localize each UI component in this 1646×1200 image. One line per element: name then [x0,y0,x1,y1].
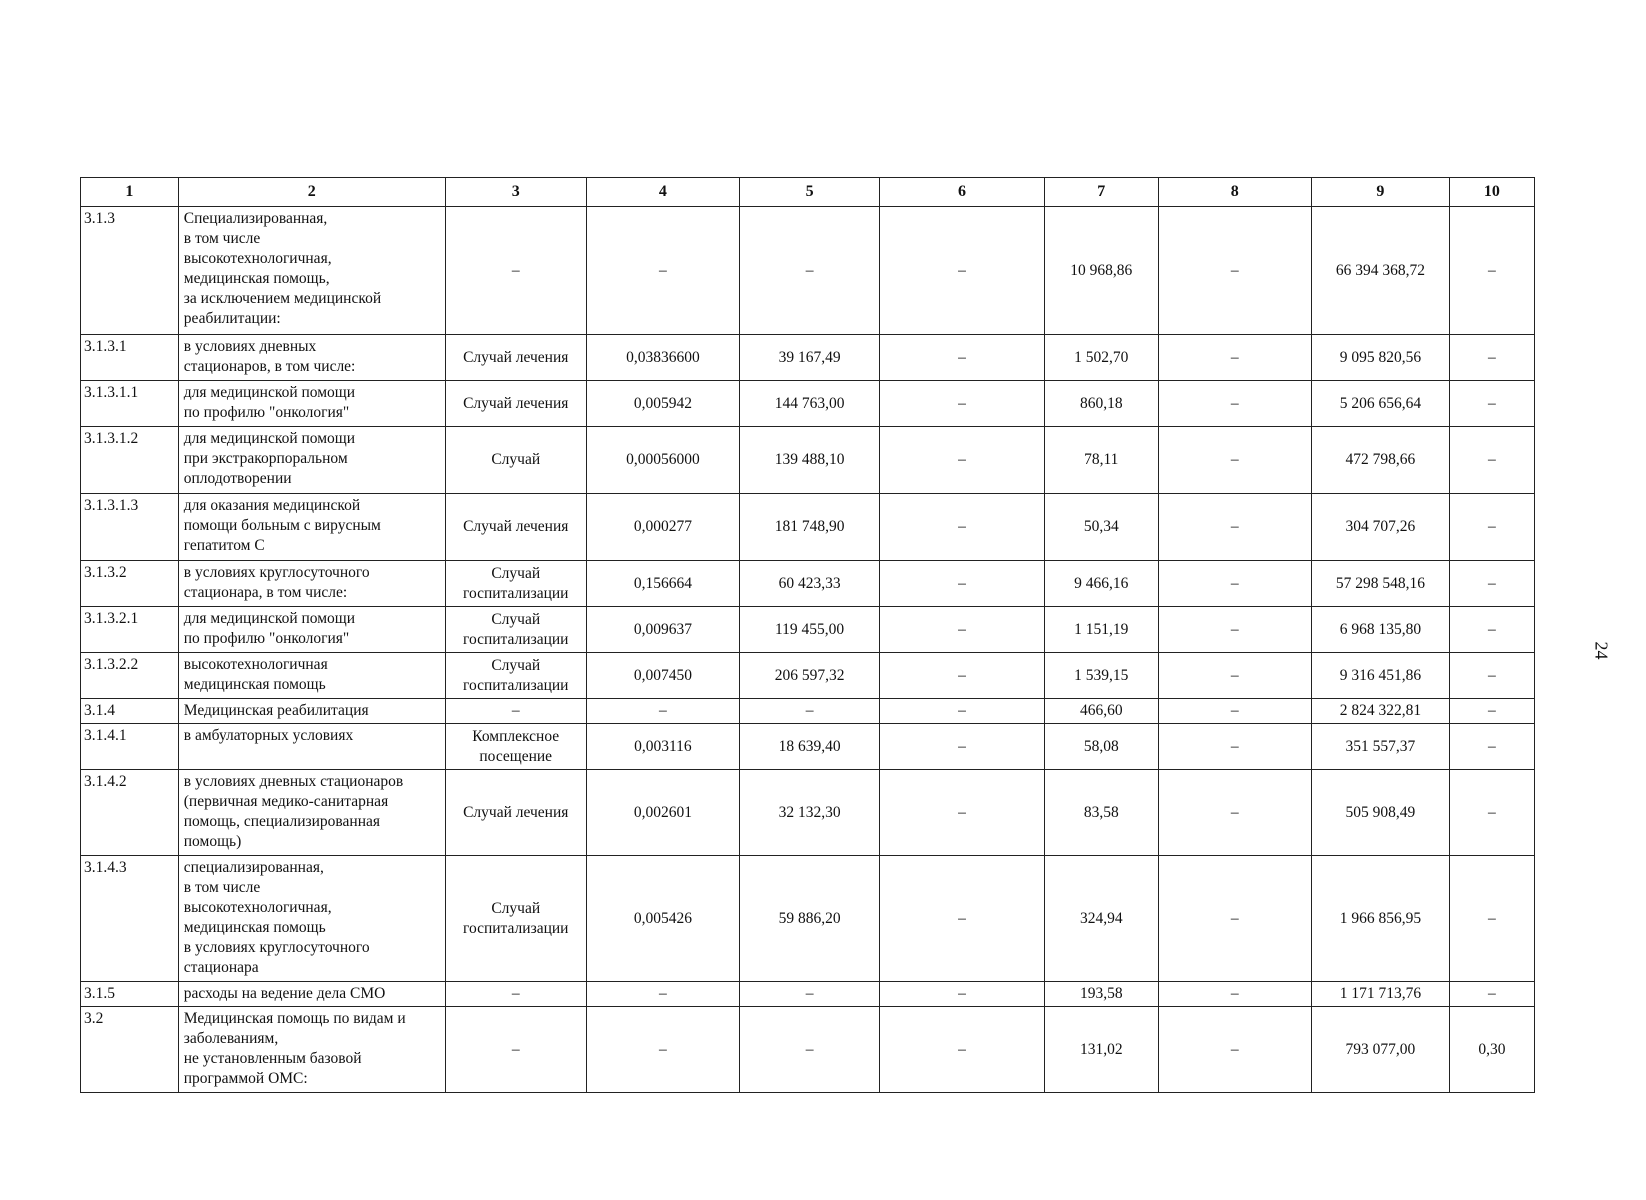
row-name-cell [178,856,445,982]
value-cell-c4: 0,005942 [586,381,739,427]
row-name-line: в условиях дневных [183,338,317,355]
table-row [81,494,1535,561]
value-cell-c8: – [1158,653,1311,699]
value-cell-c4: 0,003116 [586,724,739,770]
value-cell-c5: 32 132,30 [740,770,880,856]
value-cell-c7: 50,34 [1045,494,1159,561]
table-row [81,699,1535,724]
value-cell-c4: – [586,982,739,1007]
value-cell-c4: 0,000277 [586,494,739,561]
row-name-cell [178,724,445,770]
value-cell-c10: – [1449,207,1534,335]
value-cell-c10: – [1449,494,1534,561]
table-row [81,770,1535,856]
value-cell-c7: 1 539,15 [1045,653,1159,699]
value-cell-c6: – [879,607,1044,653]
value-cell-c8: – [1158,494,1311,561]
value-cell-c9: 505 908,49 [1312,770,1450,856]
row-name-cell [178,982,445,1007]
row-name-line: для оказания медицинской [183,497,361,514]
unit-cell: Случай госпитализации [445,561,586,607]
row-name-line: стационара [183,959,259,976]
table-row [81,335,1535,381]
value-cell-c4: – [586,207,739,335]
value-cell-c5: 206 597,32 [740,653,880,699]
value-cell-c10: – [1449,381,1534,427]
row-code-cell: 3.1.3.1.1 [81,381,179,427]
row-name-line: не установленным базовой [183,1050,362,1067]
data-table [80,177,1535,1093]
row-name-line: программой ОМС: [183,1070,308,1087]
row-name-cell [178,427,445,494]
row-name-line: помощь, специализированная [183,813,381,830]
value-cell-c5: – [740,1007,880,1093]
value-cell-c8: – [1158,1007,1311,1093]
value-cell-c7: 193,58 [1045,982,1159,1007]
row-name-cell [178,561,445,607]
value-cell-c4: – [586,699,739,724]
value-cell-c4: 0,007450 [586,653,739,699]
row-name-cell [178,381,445,427]
value-cell-c7: 10 968,86 [1045,207,1159,335]
value-cell-c9: 1 966 856,95 [1312,856,1450,982]
value-cell-c9: 9 095 820,56 [1312,335,1450,381]
value-cell-c5: 144 763,00 [740,381,880,427]
value-cell-c6: – [879,699,1044,724]
value-cell-c7: 58,08 [1045,724,1159,770]
value-cell-c9: 9 316 451,86 [1312,653,1450,699]
column-header: 6 [879,178,1044,207]
row-name-line: для медицинской помощи [183,384,356,401]
row-name-line: высокотехнологичная, [183,899,332,916]
value-cell-c8: – [1158,699,1311,724]
value-cell-c10: 0,30 [1449,1007,1534,1093]
row-name-cell [178,207,445,335]
value-cell-c6: – [879,207,1044,335]
page-number: 24 [1591,641,1612,660]
value-cell-c6: – [879,856,1044,982]
unit-cell: Комплексное посещение [445,724,586,770]
value-cell-c8: – [1158,770,1311,856]
table-row [81,207,1535,335]
value-cell-c7: 9 466,16 [1045,561,1159,607]
value-cell-c10: – [1449,653,1534,699]
column-header: 5 [740,178,880,207]
unit-cell: Случай госпитализации [445,607,586,653]
row-name-line: оплодотворении [183,470,292,487]
value-cell-c7: 1 151,19 [1045,607,1159,653]
value-cell-c5: – [740,207,880,335]
value-cell-c4: 0,002601 [586,770,739,856]
value-cell-c8: – [1158,982,1311,1007]
value-cell-c6: – [879,561,1044,607]
column-header: 4 [586,178,739,207]
value-cell-c6: – [879,1007,1044,1093]
row-name-line: стационара, в том числе: [183,584,348,601]
value-cell-c5: 60 423,33 [740,561,880,607]
row-code-cell: 3.1.3.1.2 [81,427,179,494]
value-cell-c9: 472 798,66 [1312,427,1450,494]
row-name-line: в условиях дневных стационаров [183,773,404,790]
value-cell-c9: 1 171 713,76 [1312,982,1450,1007]
value-cell-c10: – [1449,699,1534,724]
row-name-line: в том числе [183,879,261,896]
value-cell-c8: – [1158,561,1311,607]
value-cell-c4: – [586,1007,739,1093]
table-row [81,427,1535,494]
row-name-cell [178,653,445,699]
row-name-line: стационаров, в том числе: [183,358,356,375]
table-row [81,561,1535,607]
value-cell-c8: – [1158,856,1311,982]
row-code-cell: 3.1.3.2.2 [81,653,179,699]
row-name-line: медицинская помощь [183,676,326,693]
table-row [81,607,1535,653]
value-cell-c8: – [1158,724,1311,770]
row-code-cell: 3.1.3 [81,207,179,335]
value-cell-c4: 0,03836600 [586,335,739,381]
value-cell-c9: 793 077,00 [1312,1007,1450,1093]
table-row [81,982,1535,1007]
value-cell-c7: 860,18 [1045,381,1159,427]
row-name-line: (первичная медико-санитарная [183,793,389,810]
row-name-line: медицинская помощь [183,919,326,936]
row-name-line: Медицинская помощь по видам и [183,1010,406,1027]
value-cell-c6: – [879,335,1044,381]
row-name-cell [178,607,445,653]
value-cell-c10: – [1449,427,1534,494]
unit-cell: – [445,982,586,1007]
value-cell-c7: 83,58 [1045,770,1159,856]
table-row [81,724,1535,770]
row-code-cell: 3.1.4.1 [81,724,179,770]
unit-cell: Случай лечения [445,335,586,381]
value-cell-c4: 0,00056000 [586,427,739,494]
table-row [81,381,1535,427]
row-name-line: по профилю "онкология" [183,404,350,421]
value-cell-c10: – [1449,856,1534,982]
row-code-cell: 3.1.3.1 [81,335,179,381]
value-cell-c9: 6 968 135,80 [1312,607,1450,653]
value-cell-c10: – [1449,770,1534,856]
row-name-line: высокотехнологичная [183,656,328,673]
table-row [81,653,1535,699]
row-name-line: высокотехнологичная, [183,250,332,267]
value-cell-c10: – [1449,982,1534,1007]
value-cell-c9: 66 394 368,72 [1312,207,1450,335]
value-cell-c7: 78,11 [1045,427,1159,494]
row-name-line: в условиях круглосуточного [183,564,370,581]
row-code-cell: 3.1.4.2 [81,770,179,856]
column-header: 1 [81,178,179,207]
row-name-line: в условиях круглосуточного [183,939,370,956]
row-name-line: расходы на ведение дела СМО [183,985,386,1002]
value-cell-c9: 57 298 548,16 [1312,561,1450,607]
value-cell-c10: – [1449,724,1534,770]
value-cell-c6: – [879,770,1044,856]
column-header: 8 [1158,178,1311,207]
row-name-line: для медицинской помощи [183,610,356,627]
row-code-cell: 3.1.4 [81,699,179,724]
table-row [81,856,1535,982]
row-name-cell [178,699,445,724]
unit-cell: Случай госпитализации [445,653,586,699]
unit-cell: Случай лечения [445,494,586,561]
column-header: 2 [178,178,445,207]
row-name-line: гепатитом С [183,537,265,554]
value-cell-c4: 0,009637 [586,607,739,653]
value-cell-c5: 119 455,00 [740,607,880,653]
value-cell-c9: 2 824 322,81 [1312,699,1450,724]
unit-cell: – [445,1007,586,1093]
row-code-cell: 3.1.3.2.1 [81,607,179,653]
value-cell-c6: – [879,982,1044,1007]
value-cell-c10: – [1449,607,1534,653]
value-cell-c6: – [879,427,1044,494]
column-header: 10 [1449,178,1534,207]
column-header: 3 [445,178,586,207]
unit-cell: Случай [445,427,586,494]
row-name-line: по профилю "онкология" [183,630,350,647]
row-name-line: за исключением медицинской [183,290,382,307]
row-name-cell [178,770,445,856]
value-cell-c7: 131,02 [1045,1007,1159,1093]
header-row [81,178,1535,207]
unit-cell: Случай лечения [445,770,586,856]
row-code-cell: 3.1.3.2 [81,561,179,607]
value-cell-c7: 466,60 [1045,699,1159,724]
row-name-line: при экстракорпоральном [183,450,348,467]
value-cell-c5: 39 167,49 [740,335,880,381]
unit-cell: – [445,699,586,724]
value-cell-c8: – [1158,381,1311,427]
value-cell-c8: – [1158,607,1311,653]
unit-cell: – [445,207,586,335]
row-name-cell [178,335,445,381]
value-cell-c7: 324,94 [1045,856,1159,982]
row-code-cell: 3.1.5 [81,982,179,1007]
row-name-line: в амбулаторных условиях [183,727,354,744]
column-header: 7 [1045,178,1159,207]
row-name-line: специализированная, [183,859,324,876]
value-cell-c9: 351 557,37 [1312,724,1450,770]
value-cell-c8: – [1158,427,1311,494]
row-name-line: Специализированная, [183,210,328,227]
row-code-cell: 3.1.3.1.3 [81,494,179,561]
value-cell-c6: – [879,381,1044,427]
row-name-line: заболеваниям, [183,1030,279,1047]
value-cell-c4: 0,156664 [586,561,739,607]
value-cell-c6: – [879,724,1044,770]
value-cell-c4: 0,005426 [586,856,739,982]
row-name-cell [178,494,445,561]
value-cell-c5: 181 748,90 [740,494,880,561]
value-cell-c5: – [740,699,880,724]
value-cell-c5: 18 639,40 [740,724,880,770]
row-code-cell: 3.1.4.3 [81,856,179,982]
value-cell-c7: 1 502,70 [1045,335,1159,381]
value-cell-c9: 5 206 656,64 [1312,381,1450,427]
column-header: 9 [1312,178,1450,207]
row-name-line: помощь) [183,833,242,850]
value-cell-c10: – [1449,335,1534,381]
row-name-cell [178,1007,445,1093]
value-cell-c8: – [1158,335,1311,381]
row-name-line: медицинская помощь, [183,270,330,287]
value-cell-c8: – [1158,207,1311,335]
unit-cell: Случай госпитализации [445,856,586,982]
value-cell-c5: – [740,982,880,1007]
table-row [81,1007,1535,1093]
row-name-line: для медицинской помощи [183,430,356,447]
row-name-line: реабилитации: [183,310,281,327]
row-name-line: в том числе [183,230,261,247]
value-cell-c9: 304 707,26 [1312,494,1450,561]
value-cell-c10: – [1449,561,1534,607]
row-name-line: помощи больным с вирусным [183,517,381,534]
row-code-cell: 3.2 [81,1007,179,1093]
value-cell-c6: – [879,494,1044,561]
value-cell-c5: 59 886,20 [740,856,880,982]
value-cell-c5: 139 488,10 [740,427,880,494]
value-cell-c6: – [879,653,1044,699]
table-body [81,207,1535,1093]
row-name-line: Медицинская реабилитация [183,702,369,719]
unit-cell: Случай лечения [445,381,586,427]
